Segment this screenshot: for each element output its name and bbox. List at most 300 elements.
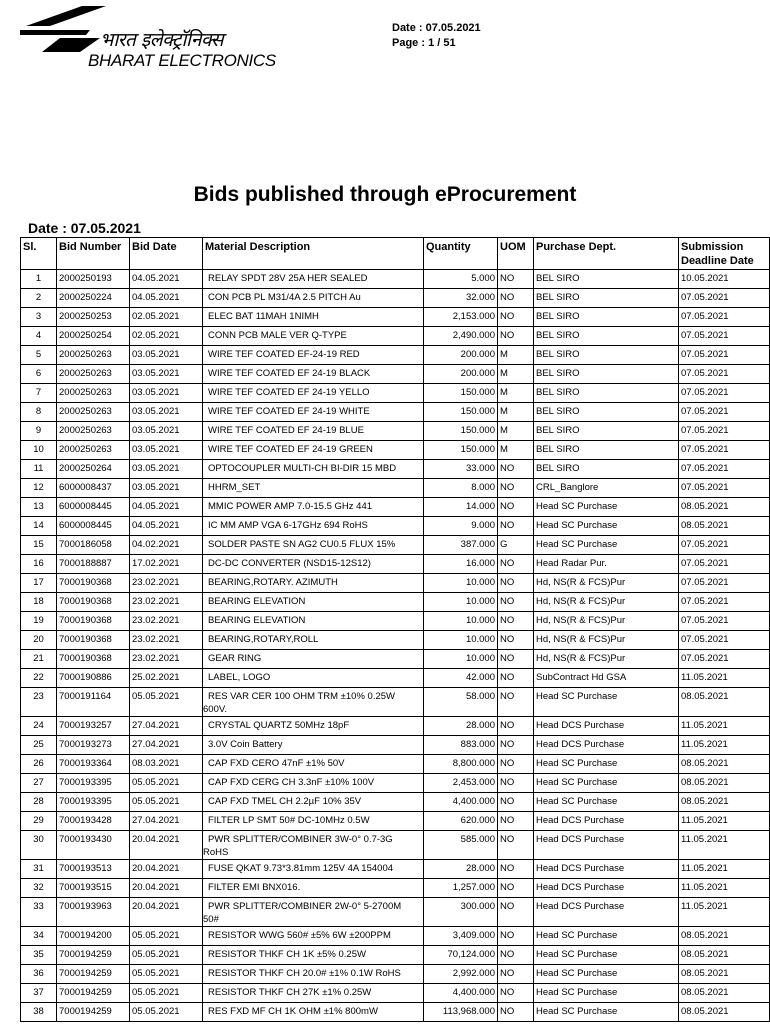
cell-material-description [203,289,424,308]
cell-uom: NO [498,688,534,717]
cell-material-description [203,612,424,631]
description-line: WIRE TEF COATED EF-24-19 RED [208,349,360,360]
description-line: RELAY SPDT 28V 25A HER SEALED [208,273,368,284]
table-row [21,441,770,460]
cell-bid-date: 03.05.2021 [130,441,203,460]
description-line: CAP FXD CERG CH 3.3nF ±10% 100V [208,777,375,788]
cell-sl: 23 [21,688,57,717]
cell-purchase-dept: Head SC Purchase [534,755,679,774]
cell-bid-number: 7000186058 [57,536,130,555]
cell-material-description [203,555,424,574]
table-row [21,612,770,631]
cell-sl: 16 [21,555,57,574]
cell-submission-deadline: 08.05.2021 [679,965,770,984]
cell-quantity: 150.000 [424,384,498,403]
cell-sl: 12 [21,479,57,498]
col-header-sl: Sl. [21,238,57,270]
cell-uom: NO [498,984,534,1003]
cell-quantity: 3,409.000 [424,927,498,946]
description-line: RESISTOR WWG 560# ±5% 6W ±200PPM [208,930,391,941]
table-row [21,927,770,946]
cell-sl: 15 [21,536,57,555]
description-line: PWR SPLITTER/COMBINER 3W-0° 0.7-3G [208,834,393,845]
cell-uom: M [498,441,534,460]
table-row [21,536,770,555]
description-line: FILTER EMI BNX016. [208,882,301,893]
cell-bid-number: 2000250254 [57,327,130,346]
page-title: Bids published through eProcurement [193,183,577,206]
table-row [21,669,770,688]
cell-bid-date: 03.05.2021 [130,365,203,384]
cell-quantity: 620.000 [424,812,498,831]
cell-quantity: 113,968.000 [424,1003,498,1022]
cell-quantity: 8,800.000 [424,755,498,774]
description-line: WIRE TEF COATED EF 24-19 BLUE [208,425,364,436]
table-row [21,555,770,574]
cell-material-description [203,688,424,717]
cell-bid-number: 7000193257 [57,717,130,736]
cell-bid-date: 20.04.2021 [130,860,203,879]
cell-purchase-dept: Head DCS Purchase [534,812,679,831]
cell-bid-date: 05.05.2021 [130,946,203,965]
cell-material-description [203,1003,424,1022]
cell-uom: NO [498,793,534,812]
cell-submission-deadline: 11.05.2021 [679,831,770,860]
cell-submission-deadline: 08.05.2021 [679,1003,770,1022]
table-row [21,517,770,536]
cell-bid-date: 03.05.2021 [130,460,203,479]
cell-sl: 1 [21,270,57,289]
cell-bid-date: 23.02.2021 [130,593,203,612]
cell-sl: 26 [21,755,57,774]
cell-bid-date: 23.02.2021 [130,612,203,631]
cell-quantity: 150.000 [424,403,498,422]
cell-submission-deadline: 11.05.2021 [679,879,770,898]
cell-uom: M [498,346,534,365]
bel-logo [20,4,350,72]
cell-submission-deadline: 11.05.2021 [679,736,770,755]
cell-bid-date: 17.02.2021 [130,555,203,574]
table-row [21,812,770,831]
cell-uom: NO [498,574,534,593]
cell-purchase-dept: Head SC Purchase [534,965,679,984]
cell-uom: NO [498,327,534,346]
description-line: LABEL, LOGO [208,672,271,683]
description-line: CAP FXD TMEL CH 2.2µF 10% 35V [208,796,362,807]
cell-submission-deadline: 11.05.2021 [679,898,770,927]
description-line: CRYSTAL QUARTZ 50MHz 18pF [208,720,350,731]
cell-quantity: 2,490.000 [424,327,498,346]
description-line: BEARING ELEVATION [208,615,306,626]
cell-material-description [203,860,424,879]
cell-sl: 28 [21,793,57,812]
table-row [21,460,770,479]
cell-material-description [203,536,424,555]
cell-uom: NO [498,631,534,650]
table-row [21,384,770,403]
cell-material-description [203,574,424,593]
date-label: Date : 07.05.2021 [392,22,481,34]
cell-quantity: 300.000 [424,898,498,927]
cell-uom: M [498,403,534,422]
cell-bid-number: 7000194200 [57,927,130,946]
cell-purchase-dept: BEL SIRO [534,422,679,441]
table-row [21,574,770,593]
cell-uom: NO [498,898,534,927]
cell-sl: 30 [21,831,57,860]
cell-submission-deadline: 07.05.2021 [679,612,770,631]
cell-uom: NO [498,555,534,574]
cell-material-description [203,984,424,1003]
cell-sl: 18 [21,593,57,612]
description-line: PWR SPLITTER/COMBINER 2W-0° 5-2700M [208,901,402,912]
cell-material-description [203,927,424,946]
cell-quantity: 58.000 [424,688,498,717]
cell-bid-number: 7000193963 [57,898,130,927]
cell-uom: NO [498,460,534,479]
cell-bid-number: 2000250263 [57,384,130,403]
cell-purchase-dept: Head SC Purchase [534,1003,679,1022]
description-line: MMIC POWER AMP 7.0-15.5 GHz 441 [208,501,373,512]
cell-submission-deadline: 11.05.2021 [679,860,770,879]
cell-purchase-dept: Head DCS Purchase [534,879,679,898]
cell-uom: NO [498,755,534,774]
cell-bid-number: 7000193395 [57,793,130,812]
cell-quantity: 10.000 [424,650,498,669]
table-row [21,365,770,384]
table-row [21,774,770,793]
cell-bid-date: 08.03.2021 [130,755,203,774]
cell-uom: NO [498,650,534,669]
cell-quantity: 28.000 [424,860,498,879]
cell-sl: 5 [21,346,57,365]
description-line: DC-DC CONVERTER (NSD15-12S12) [208,558,371,569]
cell-bid-date: 25.02.2021 [130,669,203,688]
cell-purchase-dept: SubContract Hd GSA [534,669,679,688]
cell-submission-deadline: 11.05.2021 [679,669,770,688]
cell-purchase-dept: Head SC Purchase [534,927,679,946]
description-line: CON PCB PL M31/4A 2.5 PITCH Au [208,292,361,303]
cell-submission-deadline: 07.05.2021 [679,289,770,308]
cell-submission-deadline: 08.05.2021 [679,927,770,946]
cell-bid-number: 7000194259 [57,946,130,965]
cell-material-description [203,479,424,498]
cell-submission-deadline: 07.05.2021 [679,574,770,593]
table-row [21,965,770,984]
cell-uom: NO [498,593,534,612]
cell-quantity: 28.000 [424,717,498,736]
cell-bid-date: 03.05.2021 [130,346,203,365]
description-continuation: 50# [203,914,219,925]
description-line: GEAR RING [208,653,262,664]
cell-submission-deadline: 07.05.2021 [679,650,770,669]
description-line: CAP FXD CERO 47nF ±1% 50V [208,758,345,769]
table-row [21,879,770,898]
cell-sl: 19 [21,612,57,631]
cell-bid-number: 2000250263 [57,346,130,365]
table-row [21,346,770,365]
table-row [21,831,770,860]
table-row [21,755,770,774]
cell-bid-date: 04.05.2021 [130,289,203,308]
cell-material-description [203,755,424,774]
cell-purchase-dept: Head DCS Purchase [534,717,679,736]
cell-bid-number: 7000194259 [57,965,130,984]
cell-bid-date: 23.02.2021 [130,650,203,669]
cell-material-description [203,593,424,612]
cell-material-description [203,441,424,460]
cell-submission-deadline: 07.05.2021 [679,384,770,403]
logo-hindi-text: भारत इलेक्ट्रॉनिक्स [100,29,224,51]
cell-quantity: 2,453.000 [424,774,498,793]
cell-sl: 37 [21,984,57,1003]
description-line: IC MM AMP VGA 6-17GHz 694 RoHS [208,520,368,531]
cell-quantity: 2,153.000 [424,308,498,327]
table-row [21,270,770,289]
cell-submission-deadline: 11.05.2021 [679,717,770,736]
cell-quantity: 585.000 [424,831,498,860]
cell-bid-number: 7000190368 [57,593,130,612]
cell-bid-number: 7000191164 [57,688,130,717]
cell-submission-deadline: 07.05.2021 [679,365,770,384]
cell-sl: 2 [21,289,57,308]
description-line: FILTER LP SMT 50# DC-10MHz 0.5W [208,815,370,826]
cell-purchase-dept: Head SC Purchase [534,774,679,793]
table-row [21,1003,770,1022]
table-row [21,736,770,755]
cell-material-description [203,736,424,755]
cell-bid-date: 23.02.2021 [130,574,203,593]
description-line: SOLDER PASTE SN AG2 CU0.5 FLUX 15% [208,539,396,550]
description-line: 3.0V Coin Battery [208,739,283,750]
cell-material-description [203,346,424,365]
cell-uom: M [498,422,534,441]
cell-uom: M [498,365,534,384]
cell-bid-number: 2000250253 [57,308,130,327]
cell-sl: 7 [21,384,57,403]
cell-bid-date: 05.05.2021 [130,774,203,793]
cell-bid-number: 7000190368 [57,650,130,669]
cell-material-description [203,403,424,422]
cell-sl: 20 [21,631,57,650]
description-line: RES FXD MF CH 1K OHM ±1% 800mW [208,1006,378,1017]
cell-quantity: 9.000 [424,517,498,536]
cell-bid-number: 7000193515 [57,879,130,898]
cell-sl: 22 [21,669,57,688]
description-line: BEARING,ROTARY,ROLL [208,634,319,645]
cell-material-description [203,793,424,812]
cell-uom: NO [498,517,534,536]
table-header-row [21,238,770,270]
cell-sl: 34 [21,927,57,946]
cell-purchase-dept: Head DCS Purchase [534,736,679,755]
cell-uom: NO [498,927,534,946]
cell-bid-number: 6000008445 [57,517,130,536]
table-row [21,946,770,965]
cell-bid-number: 7000193395 [57,774,130,793]
cell-material-description [203,650,424,669]
cell-quantity: 10.000 [424,631,498,650]
cell-quantity: 10.000 [424,593,498,612]
col-header-submission-deadline: Submission Deadline Date [679,238,770,270]
cell-material-description [203,365,424,384]
cell-submission-deadline: 08.05.2021 [679,946,770,965]
cell-uom: NO [498,879,534,898]
description-line: WIRE TEF COATED EF 24-19 BLACK [208,368,371,379]
description-line: HHRM_SET [208,482,261,493]
description-continuation: RoHS [203,847,229,858]
cell-bid-date: 04.05.2021 [130,498,203,517]
cell-quantity: 42.000 [424,669,498,688]
cell-sl: 3 [21,308,57,327]
cell-bid-number: 2000250224 [57,289,130,308]
cell-uom: NO [498,498,534,517]
cell-bid-date: 04.05.2021 [130,270,203,289]
cell-bid-date: 04.05.2021 [130,517,203,536]
cell-submission-deadline: 07.05.2021 [679,593,770,612]
cell-bid-number: 7000190886 [57,669,130,688]
cell-sl: 24 [21,717,57,736]
cell-sl: 9 [21,422,57,441]
cell-bid-number: 6000008437 [57,479,130,498]
cell-bid-date: 27.04.2021 [130,736,203,755]
description-line: WIRE TEF COATED EF 24-19 YELLO [208,387,370,398]
cell-material-description [203,498,424,517]
cell-purchase-dept: BEL SIRO [534,384,679,403]
cell-uom: NO [498,831,534,860]
cell-material-description [203,270,424,289]
cell-material-description [203,879,424,898]
cell-submission-deadline: 07.05.2021 [679,441,770,460]
description-line: WIRE TEF COATED EF 24-19 GREEN [208,444,373,455]
cell-uom: NO [498,270,534,289]
cell-purchase-dept: CRL_Banglore [534,479,679,498]
cell-bid-date: 23.02.2021 [130,631,203,650]
cell-bid-date: 05.05.2021 [130,927,203,946]
cell-quantity: 16.000 [424,555,498,574]
table-row [21,793,770,812]
cell-purchase-dept: BEL SIRO [534,441,679,460]
table-row [21,422,770,441]
cell-material-description [203,517,424,536]
description-line: RESISTOR THKF CH 20.0# ±1% 0.1W RoHS [208,968,401,979]
cell-purchase-dept: BEL SIRO [534,460,679,479]
description-line: RESISTOR THKF CH 27K ±1% 0.25W [208,987,372,998]
report-date: Date : 07.05.2021 [28,220,141,236]
cell-quantity: 2,992.000 [424,965,498,984]
cell-sl: 31 [21,860,57,879]
cell-bid-number: 6000008445 [57,498,130,517]
cell-uom: NO [498,860,534,879]
cell-submission-deadline: 07.05.2021 [679,327,770,346]
cell-submission-deadline: 07.05.2021 [679,631,770,650]
description-line: ELEC BAT 11MAH 1NIMH [208,311,319,322]
cell-quantity: 5.000 [424,270,498,289]
cell-sl: 13 [21,498,57,517]
cell-uom: G [498,536,534,555]
table-row [21,984,770,1003]
cell-uom: NO [498,965,534,984]
cell-quantity: 150.000 [424,441,498,460]
cell-bid-date: 20.04.2021 [130,831,203,860]
cell-quantity: 14.000 [424,498,498,517]
cell-purchase-dept: Hd, NS(R & FCS)Pur [534,574,679,593]
cell-quantity: 70,124.000 [424,946,498,965]
cell-sl: 35 [21,946,57,965]
description-line: FUSE QKAT 9.73*3.81mm 125V 4A 154004 [208,863,394,874]
cell-quantity: 200.000 [424,365,498,384]
cell-purchase-dept: Head SC Purchase [534,984,679,1003]
cell-uom: NO [498,289,534,308]
cell-material-description [203,631,424,650]
cell-purchase-dept: BEL SIRO [534,270,679,289]
cell-purchase-dept: BEL SIRO [534,365,679,384]
cell-quantity: 200.000 [424,346,498,365]
cell-submission-deadline: 08.05.2021 [679,774,770,793]
cell-bid-date: 03.05.2021 [130,384,203,403]
cell-bid-date: 02.05.2021 [130,308,203,327]
cell-purchase-dept: BEL SIRO [534,327,679,346]
cell-purchase-dept: BEL SIRO [534,346,679,365]
cell-purchase-dept: Head DCS Purchase [534,860,679,879]
cell-bid-number: 7000190368 [57,612,130,631]
cell-purchase-dept: Head SC Purchase [534,688,679,717]
cell-quantity: 1,257.000 [424,879,498,898]
cell-material-description [203,460,424,479]
cell-submission-deadline: 07.05.2021 [679,422,770,441]
description-line: WIRE TEF COATED EF 24-19 WHITE [208,406,370,417]
cell-bid-date: 05.05.2021 [130,793,203,812]
cell-sl: 25 [21,736,57,755]
cell-submission-deadline: 08.05.2021 [679,984,770,1003]
cell-bid-number: 2000250263 [57,441,130,460]
col-header-uom: UOM [498,238,534,270]
cell-submission-deadline: 08.05.2021 [679,755,770,774]
cell-material-description [203,308,424,327]
cell-uom: NO [498,479,534,498]
table-row [21,717,770,736]
cell-quantity: 150.000 [424,422,498,441]
cell-purchase-dept: Head SC Purchase [534,536,679,555]
cell-quantity: 8.000 [424,479,498,498]
cell-bid-number: 2000250263 [57,403,130,422]
cell-material-description [203,327,424,346]
cell-uom: NO [498,308,534,327]
cell-bid-date: 03.05.2021 [130,479,203,498]
description-line: BEARING,ROTARY. AZIMUTH [208,577,338,588]
col-header-purchase-dept: Purchase Dept. [534,238,679,270]
table-row [21,289,770,308]
table-row [21,403,770,422]
logo-english-text: BHARAT ELECTRONICS [88,51,276,70]
cell-purchase-dept: Head Radar Pur. [534,555,679,574]
col-header-material-description: Material Description [203,238,424,270]
cell-sl: 29 [21,812,57,831]
cell-bid-number: 7000194259 [57,1003,130,1022]
cell-uom: M [498,384,534,403]
table-row [21,327,770,346]
cell-sl: 36 [21,965,57,984]
description-continuation: 600V. [203,704,227,715]
cell-material-description [203,422,424,441]
cell-purchase-dept: Hd, NS(R & FCS)Pur [534,650,679,669]
col-header-quantity: Quantity [424,238,498,270]
cell-uom: NO [498,1003,534,1022]
table-row [21,898,770,927]
cell-bid-number: 7000190368 [57,631,130,650]
bids-table [20,237,770,1022]
cell-sl: 14 [21,517,57,536]
